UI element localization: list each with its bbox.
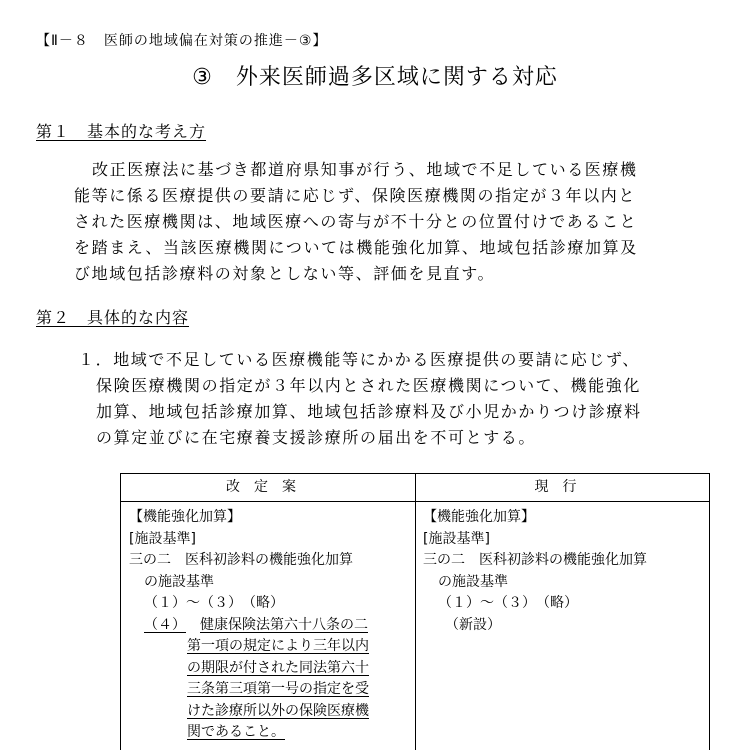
item4-line: の期限が付された同法第六十 bbox=[187, 659, 369, 676]
rule-line: 三の二 医科初診料の機能強化加算 bbox=[423, 552, 647, 568]
paragraph-line: 改正医療法に基づき都道府県知事が行う、地域で不足している医療機 bbox=[92, 160, 638, 179]
page-title: ③ 外来医師過多区域に関する対応 bbox=[192, 65, 558, 90]
rule-line: の施設基準 bbox=[144, 573, 214, 590]
item4-line: 健康保険法第六十八条の二 bbox=[200, 616, 368, 633]
item-line: １．地域で不足している医療機能等にかかる医療提供の要請に応じず、 bbox=[78, 350, 640, 369]
item-line: 加算、地域包括診療加算、地域包括診療料及び小児かかりつけ診療料 bbox=[96, 402, 642, 421]
item4-number: （４） bbox=[144, 616, 186, 633]
paragraph-line: を踏まえ、当該医療機関については機能強化加算、地域包括診療加算及 bbox=[74, 238, 638, 257]
section1-paragraph bbox=[74, 157, 638, 287]
subcategory-label: [施設基準] bbox=[423, 530, 490, 547]
paragraph-line: された医療機関は、地域医療への寄与が不十分との位置付けであること bbox=[74, 212, 638, 231]
paragraph-line: 能等に係る医療提供の要請に応じず、保険医療機関の指定が３年以内と bbox=[74, 186, 636, 205]
item4-line: 三条第三項第一号の指定を受 bbox=[187, 681, 369, 697]
section1-heading: 第１ 基本的な考え方 bbox=[36, 122, 207, 141]
omitted-items: （１）～（３） （略） bbox=[144, 595, 284, 611]
new-establishment-note: （新設） bbox=[445, 616, 501, 633]
comparison-table bbox=[120, 473, 710, 750]
omitted-items: （１）～（３） （略） bbox=[438, 595, 578, 611]
column-divider bbox=[415, 474, 416, 750]
subcategory-label: [施設基準] bbox=[129, 530, 196, 547]
item-line: 保険医療機関の指定が３年以内とされた医療機関について、機能強化 bbox=[96, 376, 641, 395]
current-cell bbox=[423, 507, 647, 636]
table-header-row bbox=[121, 474, 709, 502]
item4-line: 関であること。 bbox=[187, 724, 285, 740]
rule-line: 三の二 医科初診料の機能強化加算 bbox=[129, 552, 353, 568]
new-item-4 bbox=[129, 615, 369, 637]
rule-line: の施設基準 bbox=[438, 573, 508, 590]
category-label: 【機能強化加算】 bbox=[129, 509, 241, 525]
section-tag: 【Ⅱ－８ 医師の地域偏在対策の推進－③】 bbox=[36, 33, 328, 49]
header-current: 現行 bbox=[534, 479, 591, 495]
section2-item-1 bbox=[78, 347, 642, 451]
category-label: 【機能強化加算】 bbox=[423, 509, 535, 525]
item4-line: 第一項の規定により三年以内 bbox=[187, 638, 369, 654]
section2-heading: 第２ 具体的な内容 bbox=[36, 308, 190, 327]
item4-line: けた診療所以外の保険医療機 bbox=[187, 702, 369, 719]
revision-proposal-cell bbox=[129, 507, 369, 744]
header-revision-proposal: 改定案 bbox=[226, 479, 310, 495]
item-line: の算定並びに在宅療養支援診療所の届出を不可とする。 bbox=[96, 428, 537, 447]
paragraph-line: び地域包括診療料の対象としない等、評価を見直す。 bbox=[74, 264, 496, 283]
